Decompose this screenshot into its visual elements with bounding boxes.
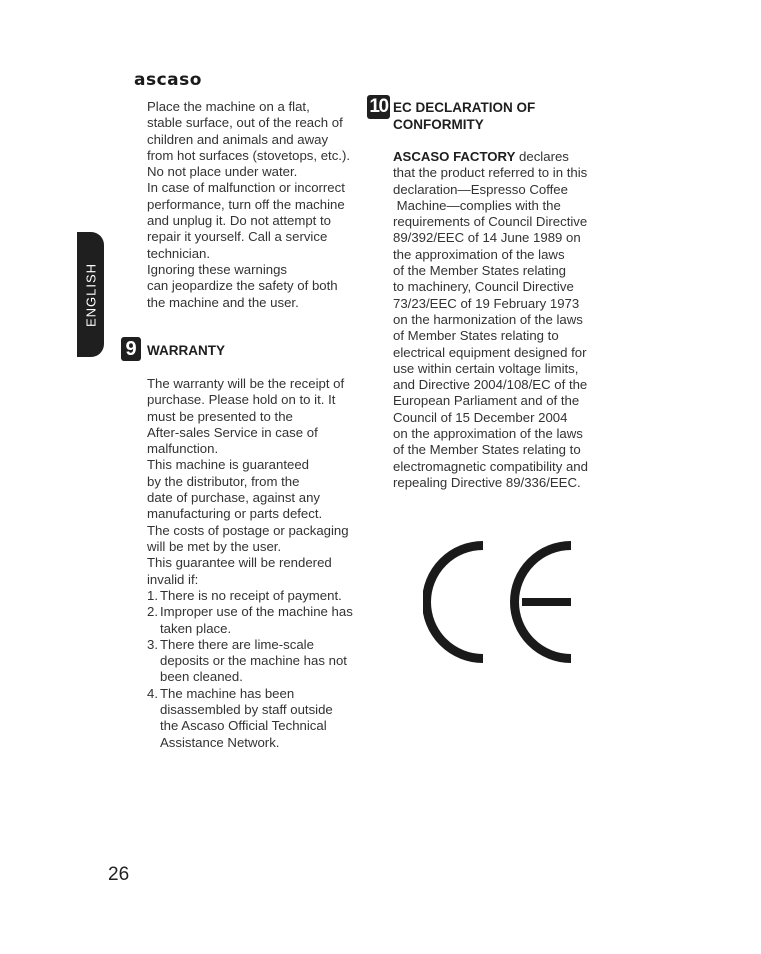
text-line: and unplug it. Do not attempt to (147, 213, 332, 229)
text-line: the approximation of the laws (393, 246, 565, 262)
text-line: can jeopardize the safety of both (147, 278, 338, 294)
text-line: invalid if: (147, 571, 199, 587)
text-line: that the product referred to in this (393, 165, 588, 181)
text-line: the machine and the user. (147, 294, 299, 310)
heading-line: CONFORMITY (393, 117, 484, 132)
text-line: There there are lime-scale (160, 636, 314, 652)
text-line: Place the machine on a flat, (147, 99, 310, 114)
list-item-number: 4. (147, 685, 158, 701)
text-line: of Member States relating to (393, 328, 559, 344)
text-line: Assistance Network. (160, 734, 280, 750)
text-line: from hot surfaces (stovetops, etc.). (147, 147, 351, 163)
text-line: manufacturing or parts defect. (147, 506, 323, 522)
section-number-badge: 10 (367, 95, 390, 119)
text-line: purchase. Please hold on to it. It (147, 392, 336, 408)
text-line: There is no receipt of payment. (160, 588, 342, 603)
text-line: In case of malfunction or incorrect (147, 180, 345, 196)
declaration-heading (393, 99, 535, 133)
warranty-heading: WARRANTY (147, 343, 225, 358)
warranty-invalid-conditions-list (147, 588, 377, 751)
text-fragment: declares (515, 149, 569, 164)
text-line: Improper use of the machine has (160, 604, 353, 620)
brand-logo: ascaso (134, 70, 202, 90)
text-line: disassembled by staff outside (160, 702, 333, 718)
list-item (147, 604, 377, 637)
text-line: repealing Directive 89/336/EEC. (393, 474, 581, 490)
language-tab (77, 232, 104, 357)
text-line: This guarantee will be rendered (147, 555, 332, 571)
text-line: 73/23/EEC of 19 February 1973 (393, 295, 580, 311)
text-line (393, 149, 588, 165)
heading-line: EC DECLARATION OF (393, 100, 536, 115)
list-item-number: 1. (147, 588, 158, 603)
text-line: After-sales Service in case of (147, 424, 318, 440)
text-line: malfunction. (147, 441, 219, 457)
text-line: electrical equipment designed for (393, 344, 587, 360)
text-line: use within certain voltage limits, (393, 360, 579, 376)
text-line: Ignoring these warnings (147, 261, 288, 277)
text-line: will be met by the user. (147, 538, 282, 554)
text-line: 89/392/EEC of 14 June 1989 on (393, 230, 581, 246)
text-line: repair it yourself. Call a service (147, 229, 328, 245)
list-item (147, 637, 377, 686)
text-line: technician. (147, 245, 211, 261)
text-line: deposits or the machine has not (160, 653, 347, 669)
text-line: on the approximation of the laws (393, 426, 583, 442)
text-line: The warranty will be the receipt of (147, 376, 345, 391)
text-line: Council of 15 December 2004 (393, 409, 568, 425)
text-line: The costs of postage or packaging (147, 522, 349, 538)
ce-mark-icon (423, 541, 575, 663)
text-line: performance, turn off the machine (147, 196, 345, 212)
text-line: No not place under water. (147, 164, 298, 180)
list-item (147, 588, 377, 604)
text-line: of the Member States relating (393, 263, 566, 279)
text-line: children and animals and away (147, 131, 329, 147)
text-line: by the distributor, from the (147, 473, 300, 489)
text-line: to machinery, Council Directive (393, 279, 574, 295)
text-line: This machine is guaranteed (147, 457, 310, 473)
list-item (147, 686, 377, 751)
text-line: electromagnetic compatibility and (393, 458, 588, 474)
warranty-text (147, 376, 349, 588)
declaration-text (393, 149, 588, 491)
text-line: European Parliament and of the (393, 393, 580, 409)
text-line: been cleaned. (160, 669, 243, 685)
text-line: stable surface, out of the reach of (147, 115, 343, 131)
manufacturer-name: ASCASO FACTORY (393, 149, 516, 164)
text-line: requirements of Council Directive (393, 214, 588, 230)
text-line: The machine has been (160, 685, 295, 701)
text-line: declaration—Espresso Coffee (393, 181, 568, 197)
page-number: 26 (108, 864, 130, 885)
text-line: date of purchase, against any (147, 490, 321, 506)
text-line: must be presented to the (147, 408, 293, 424)
language-tab-label: ENGLISH (83, 262, 98, 327)
text-line: and Directive 2004/108/EC of the (393, 377, 588, 393)
section-number-badge: 9 (121, 337, 141, 361)
safety-instructions (147, 99, 350, 311)
text-line: the Ascaso Official Technical (160, 718, 327, 734)
list-item-number: 2. (147, 604, 158, 620)
text-line: Machine—complies with the (393, 197, 561, 213)
text-line: of the Member States relating to (393, 442, 581, 458)
text-line: taken place. (160, 620, 232, 636)
list-item-number: 3. (147, 636, 158, 652)
text-line: on the harmonization of the laws (393, 311, 583, 327)
